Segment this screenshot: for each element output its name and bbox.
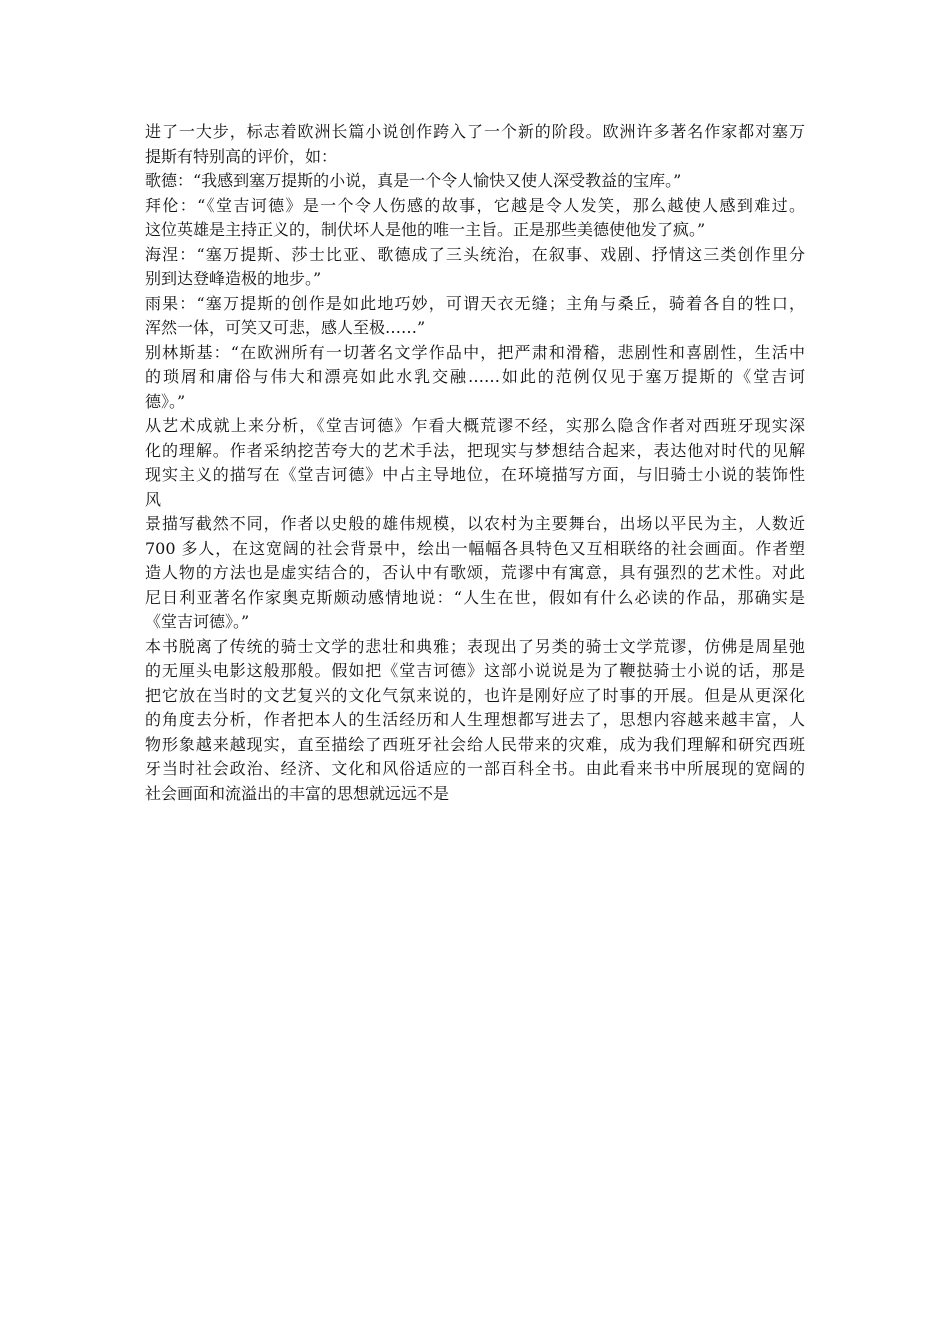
- text-line: 雨果：“塞万提斯的创作是如此地巧妙，可谓天衣无缝；主角与桑丘，骑着各自的牲口，: [145, 293, 805, 313]
- text-line: 社会画面和流溢出的丰富的思想就远远不是: [145, 783, 450, 803]
- text-line: 牙当时社会政治、经济、文化和风俗适应的一部百科全书。由此看来书中所展现的宽阔的: [145, 759, 805, 778]
- text-line: 提斯有特别高的评价，如：: [145, 146, 338, 166]
- text-line: 海涅：“塞万提斯、莎士比亚、歌德成了三头统治，在叙事、戏剧、抒情这三类创作里分: [145, 244, 805, 264]
- text-line: 风: [145, 489, 162, 509]
- text-line: 的琐屑和庸俗与伟大和漂亮如此水乳交融……如此的范例仅见于塞万提斯的《堂吉诃: [145, 367, 805, 386]
- text-line: 造人物的方法也是虚实结合的，否认中有歌颂，荒谬中有寓意，具有强烈的艺术性。对此: [145, 563, 805, 582]
- text-line: 的角度去分析，作者把本人的生活经历和人生理想都写进去了，思想内容越来越丰富，人: [145, 710, 805, 729]
- text-line: 化的理解。作者采纳挖苦夸大的艺术手法，把现实与梦想结合起来，表达他对时代的见解: [145, 440, 805, 460]
- text-line: 进了一大步，标志着欧洲长篇小说创作跨入了一个新的阶段。欧洲许多著名作家都对塞万: [145, 122, 805, 141]
- text-line: 《堂吉诃德》。”: [145, 612, 250, 631]
- text-line: 这位英雄是主持正义的，制伏坏人是他的唯一主旨。正是那些美德使他发了疯。”: [145, 220, 706, 239]
- text-line: 的无厘头电影这般那般。假如把《堂吉诃德》这部小说说是为了鞭挞骑士小说的话，那是: [145, 661, 805, 680]
- text-line: 尼日利亚著名作家奥克斯颇动感情地说：“人生在世，假如有什么必读的作品，那确实是: [145, 587, 805, 607]
- body-text: [145, 120, 805, 806]
- text-line: 德》。”: [145, 391, 186, 411]
- text-line: 本书脱离了传统的骑士文学的悲壮和典雅；表现出了另类的骑士文学荒谬，仿佛是周星弛: [145, 636, 805, 656]
- text-line: 景描写截然不同，作者以史般的雄伟规模，以农村为主要舞台，出场以平民为主，人数近: [145, 514, 805, 533]
- text-line: 700 多人，在这宽阔的社会背景中，绘出一幅幅各具特色又互相联络的社会画面。作者塑: [145, 538, 805, 558]
- text-line: 歌德：“我感到塞万提斯的小说，真是一个令人愉快又使人深受教益的宝库。”: [145, 171, 682, 190]
- text-line: 拜伦：“《堂吉诃德》是一个令人伤感的故事，它越是令人发笑，那么越使人感到难过。: [145, 195, 805, 215]
- text-line: 浑然一体，可笑又可悲，感人至极……”: [145, 318, 426, 337]
- text-line: 现实主义的描写在《堂吉诃德》中占主导地位，在环境描写方面，与旧骑士小说的装饰性: [145, 465, 805, 484]
- text-line: 物形象越来越现实，直至描绘了西班牙社会给人民带来的灾难，成为我们理解和研究西班: [145, 734, 805, 754]
- text-line: 从艺术成就上来分析，《堂吉诃德》乍看大概荒谬不经，实那么隐含作者对西班牙现实深: [145, 416, 805, 435]
- text-line: 别林斯基：“在欧洲所有一切著名文学作品中，把严肃和滑稽，悲剧性和喜剧性，生活中: [145, 342, 805, 362]
- text-line: 别到达登峰造极的地步。”: [145, 269, 322, 288]
- text-line: 把它放在当时的文艺复兴的文化气氛来说的，也许是刚好应了时事的开展。但是从更深化: [145, 685, 805, 705]
